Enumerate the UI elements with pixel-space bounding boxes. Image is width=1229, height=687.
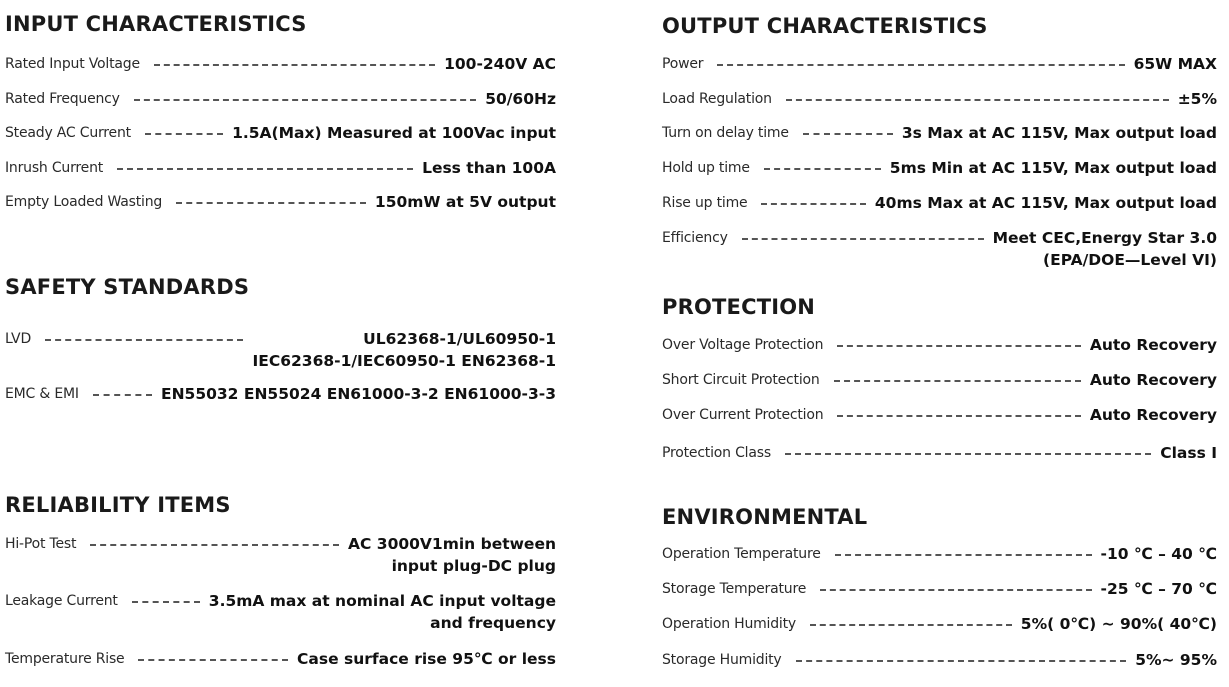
dotted-leader <box>761 203 865 205</box>
spec-value-line-1: Meet CEC,Energy Star 3.0 <box>992 229 1217 247</box>
input-characteristics-heading: INPUT CHARACTERISTICS <box>5 12 307 36</box>
spec-label: Rated Input Voltage <box>5 56 140 72</box>
dotted-leader <box>835 554 1092 556</box>
spec-value: Case surface rise 95℃ or less <box>297 650 556 668</box>
spec-value-line-2: (EPA/DOE—Level VI) <box>1043 251 1217 269</box>
spec-label: LVD <box>5 331 32 347</box>
spec-value-line-2: and frequency <box>430 614 556 632</box>
dotted-leader <box>134 99 476 101</box>
spec-label: Temperature Rise <box>5 651 125 667</box>
spec-label: Operation Humidity <box>662 616 797 632</box>
dotted-leader <box>117 168 413 170</box>
spec-value: Auto Recovery <box>1089 336 1217 354</box>
spec-value: 40ms Max at AC 115V, Max output load <box>874 194 1217 212</box>
spec-value-line-1: 3.5mA max at nominal AC input voltage <box>208 592 556 610</box>
spec-value: -25 ℃ – 70 ℃ <box>1100 580 1217 598</box>
spec-label: Efficiency <box>662 230 728 246</box>
spec-label: Leakage Current <box>5 593 118 609</box>
spec-label: Storage Temperature <box>662 581 807 597</box>
spec-label: Storage Humidity <box>662 652 782 668</box>
spec-label: Hi-Pot Test <box>5 536 77 552</box>
dotted-leader <box>764 168 881 170</box>
reliability-items-heading: RELIABILITY ITEMS <box>5 493 231 517</box>
spec-row-hold-up-time <box>662 158 1217 179</box>
dotted-leader <box>90 544 339 546</box>
spec-row-load-regulation <box>662 89 1217 110</box>
spec-value: 100-240V AC <box>444 55 556 73</box>
spec-value: 65W MAX <box>1133 55 1217 73</box>
dotted-leader <box>93 394 152 396</box>
spec-value: Auto Recovery <box>1089 371 1217 389</box>
dotted-leader <box>145 133 223 135</box>
dotted-leader <box>837 345 1081 347</box>
dotted-leader <box>176 202 366 204</box>
dotted-leader <box>796 660 1127 662</box>
spec-row-short-circuit-protection <box>662 370 1217 391</box>
spec-row-rated-input-voltage <box>5 54 556 75</box>
spec-label: Over Current Protection <box>662 407 824 423</box>
spec-row-power <box>662 54 1217 75</box>
spec-row-inrush-current <box>5 158 556 179</box>
spec-value: Less than 100A <box>422 159 556 177</box>
spec-value: 150mW at 5V output <box>374 193 556 211</box>
spec-label: EMC & EMI <box>5 386 79 402</box>
spec-row-over-current-protection <box>662 405 1217 426</box>
spec-value: -10 ℃ – 40 ℃ <box>1100 545 1217 563</box>
spec-row-leakage-current <box>5 591 556 634</box>
spec-label: Rated Frequency <box>5 91 120 107</box>
spec-row-storage-humidity <box>662 650 1217 671</box>
spec-row-turn-on-delay-time <box>662 123 1217 144</box>
dotted-leader <box>45 339 243 341</box>
spec-label: Steady AC Current <box>5 125 131 141</box>
dotted-leader <box>810 624 1012 626</box>
spec-row-operation-humidity <box>662 614 1217 635</box>
dotted-leader <box>786 99 1169 101</box>
dotted-leader <box>132 601 200 603</box>
spec-row-lvd <box>5 329 556 372</box>
spec-value: 5ms Min at AC 115V, Max output load <box>889 159 1217 177</box>
dotted-leader <box>837 415 1080 417</box>
output-characteristics-heading: OUTPUT CHARACTERISTICS <box>662 14 988 38</box>
spec-row-efficiency <box>662 228 1217 271</box>
protection-heading: PROTECTION <box>662 295 816 319</box>
spec-label: Power <box>662 56 704 72</box>
spec-label: Rise up time <box>662 195 748 211</box>
dotted-leader <box>820 589 1091 591</box>
spec-label: Over Voltage Protection <box>662 337 824 353</box>
spec-value: 1.5A(Max) Measured at 100Vac input <box>232 124 556 142</box>
spec-value <box>993 227 1217 271</box>
dotted-leader <box>154 64 435 66</box>
spec-row-rated-frequency <box>5 89 556 110</box>
spec-value: Class I <box>1160 444 1217 462</box>
spec-value-line-1: AC 3000V1min between <box>348 535 556 553</box>
spec-value: 5%( 0℃) ~ 90%( 40℃) <box>1020 615 1217 633</box>
dotted-leader <box>742 238 984 240</box>
spec-value <box>348 533 556 577</box>
spec-value: EN55032 EN55024 EN61000-3-2 EN61000-3-3 <box>160 385 556 403</box>
dotted-leader <box>834 380 1081 382</box>
environmental-heading: ENVIRONMENTAL <box>662 505 868 529</box>
spec-row-storage-temperature <box>662 579 1217 600</box>
spec-value: 50/60Hz <box>485 90 556 108</box>
spec-label: Protection Class <box>662 445 771 461</box>
spec-value-line-2: input plug-DC plug <box>391 557 556 575</box>
dotted-leader <box>785 453 1151 455</box>
spec-value-line-2: IEC62368-1/IEC60950-1 EN62368-1 <box>252 352 556 370</box>
spec-value: ±5% <box>1177 90 1217 108</box>
spec-row-steady-ac-current <box>5 123 556 144</box>
dotted-leader <box>803 133 893 135</box>
spec-label: Short Circuit Protection <box>662 372 820 388</box>
spec-row-over-voltage-protection <box>662 335 1217 356</box>
dotted-leader <box>717 64 1124 66</box>
spec-label: Hold up time <box>662 160 750 176</box>
spec-label: Operation Temperature <box>662 546 821 562</box>
spec-value <box>252 328 556 372</box>
spec-row-operation-temperature <box>662 544 1217 565</box>
spec-value: 3s Max at AC 115V, Max output load <box>901 124 1217 142</box>
spec-row-rise-up-time <box>662 193 1217 214</box>
spec-label: Load Regulation <box>662 91 772 107</box>
dotted-leader <box>138 659 288 661</box>
spec-value-line-1: UL62368-1/UL60950-1 <box>363 330 556 348</box>
spec-label: Empty Loaded Wasting <box>5 194 163 210</box>
safety-standards-heading: SAFETY STANDARDS <box>5 275 250 299</box>
spec-row-empty-loaded-wasting <box>5 192 556 213</box>
spec-label: Turn on delay time <box>662 125 789 141</box>
spec-label: Inrush Current <box>5 160 104 176</box>
spec-value: 5%~ 95% <box>1135 651 1217 669</box>
spec-row-hi-pot-test <box>5 534 556 577</box>
spec-row-protection-class <box>662 443 1217 464</box>
spec-value: Auto Recovery <box>1089 406 1217 424</box>
spec-value <box>209 590 556 634</box>
spec-row-temperature-rise <box>5 649 556 670</box>
spec-row-emc-emi <box>5 384 556 405</box>
